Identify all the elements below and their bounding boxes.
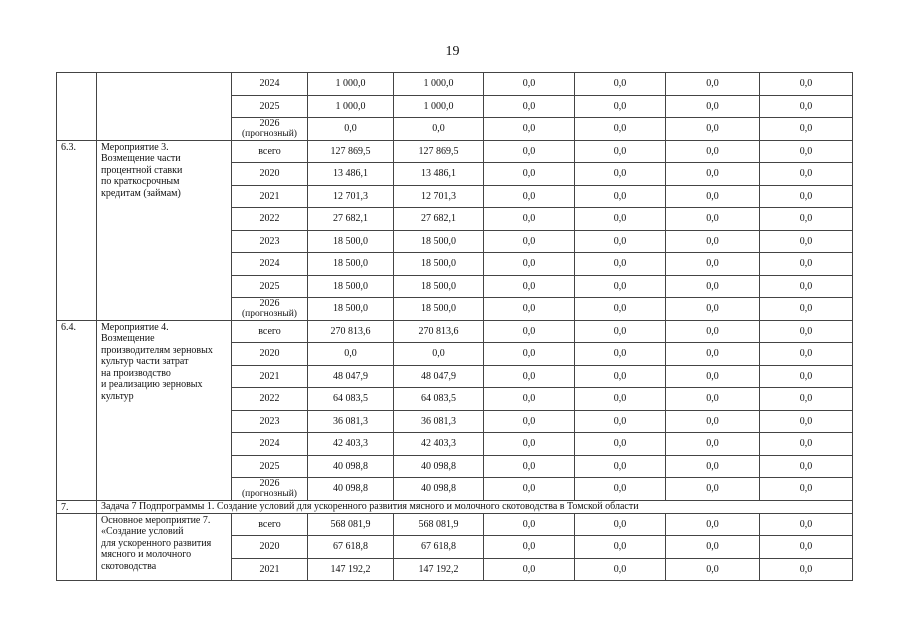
year-label: 2026 xyxy=(259,478,280,490)
activity-name-cell: Мероприятие 3. Возмещение части процентной ставки по краткосрочным кредитам (займам) xyxy=(97,140,232,320)
amount-cell: 0,0 xyxy=(575,343,666,366)
amount-cell: 0,0 xyxy=(666,455,760,478)
year-label: 2024 xyxy=(259,78,280,90)
year-cell xyxy=(232,455,308,478)
table-row xyxy=(57,140,853,163)
year-cell xyxy=(232,73,308,96)
amount-cell: 0,0 xyxy=(666,388,760,411)
amount-cell: 0,0 xyxy=(760,513,853,536)
amount-cell: 48 047,9 xyxy=(308,365,394,388)
amount-cell: 0,0 xyxy=(666,478,760,501)
activity-name-cell xyxy=(97,73,232,141)
amount-cell: 0,0 xyxy=(484,558,575,581)
amount-cell: 0,0 xyxy=(575,410,666,433)
row-number-cell: 6.3. xyxy=(57,140,97,320)
table-row xyxy=(57,513,853,536)
year-label: 2024 xyxy=(259,438,280,450)
amount-cell: 0,0 xyxy=(760,455,853,478)
amount-cell: 0,0 xyxy=(666,365,760,388)
amount-cell: 0,0 xyxy=(575,185,666,208)
amount-cell: 270 813,6 xyxy=(394,320,484,343)
year-label: 2020 xyxy=(259,348,280,360)
amount-cell: 0,0 xyxy=(760,343,853,366)
amount-cell: 40 098,8 xyxy=(394,478,484,501)
amount-cell: 36 081,3 xyxy=(394,410,484,433)
year-cell xyxy=(232,536,308,559)
amount-cell: 0,0 xyxy=(575,513,666,536)
year-cell xyxy=(232,388,308,411)
year-cell xyxy=(232,253,308,276)
amount-cell: 18 500,0 xyxy=(394,253,484,276)
amount-cell: 0,0 xyxy=(666,163,760,186)
year-cell xyxy=(232,230,308,253)
amount-cell: 18 500,0 xyxy=(308,298,394,321)
amount-cell: 67 618,8 xyxy=(308,536,394,559)
amount-cell: 0,0 xyxy=(666,433,760,456)
amount-cell: 0,0 xyxy=(484,208,575,231)
amount-cell: 18 500,0 xyxy=(308,275,394,298)
amount-cell: 0,0 xyxy=(575,253,666,276)
amount-cell: 64 083,5 xyxy=(308,388,394,411)
amount-cell: 0,0 xyxy=(760,478,853,501)
amount-cell: 12 701,3 xyxy=(394,185,484,208)
amount-cell: 0,0 xyxy=(575,320,666,343)
amount-cell: 0,0 xyxy=(575,388,666,411)
activity-name-cell: Мероприятие 4. Возмещение производителям зерновых культур части затрат на производство и реализацию зерновых культур xyxy=(97,320,232,500)
amount-cell: 0,0 xyxy=(760,558,853,581)
amount-cell: 0,0 xyxy=(575,163,666,186)
amount-cell: 0,0 xyxy=(760,433,853,456)
amount-cell: 0,0 xyxy=(575,95,666,118)
year-label: 2020 xyxy=(259,168,280,180)
amount-cell: 0,0 xyxy=(760,536,853,559)
amount-cell: 0,0 xyxy=(575,558,666,581)
amount-cell: 127 869,5 xyxy=(394,140,484,163)
amount-cell: 0,0 xyxy=(666,140,760,163)
year-label: 2021 xyxy=(259,370,280,382)
amount-cell: 270 813,6 xyxy=(308,320,394,343)
amount-cell: 0,0 xyxy=(666,320,760,343)
amount-cell: 0,0 xyxy=(484,410,575,433)
amount-cell: 0,0 xyxy=(760,388,853,411)
amount-cell: 0,0 xyxy=(484,478,575,501)
amount-cell: 0,0 xyxy=(760,230,853,253)
amount-cell: 1 000,0 xyxy=(308,73,394,96)
year-cell xyxy=(232,163,308,186)
amount-cell: 1 000,0 xyxy=(394,95,484,118)
amount-cell: 18 500,0 xyxy=(394,230,484,253)
amount-cell: 0,0 xyxy=(575,73,666,96)
amount-cell: 40 098,8 xyxy=(308,478,394,501)
amount-cell: 12 701,3 xyxy=(308,185,394,208)
amount-cell: 0,0 xyxy=(575,433,666,456)
amount-cell: 0,0 xyxy=(484,365,575,388)
amount-cell: 27 682,1 xyxy=(308,208,394,231)
table-row xyxy=(57,73,853,96)
amount-cell: 13 486,1 xyxy=(394,163,484,186)
year-label: 2021 xyxy=(259,563,280,575)
year-cell xyxy=(232,275,308,298)
amount-cell: 0,0 xyxy=(760,208,853,231)
year-cell xyxy=(232,558,308,581)
row-number-cell: 6.4. xyxy=(57,320,97,500)
amount-cell: 18 500,0 xyxy=(308,230,394,253)
amount-cell: 568 081,9 xyxy=(394,513,484,536)
year-label: 2022 xyxy=(259,393,280,405)
amount-cell: 18 500,0 xyxy=(394,298,484,321)
amount-cell: 0,0 xyxy=(760,298,853,321)
amount-cell: 27 682,1 xyxy=(394,208,484,231)
amount-cell: 0,0 xyxy=(575,298,666,321)
amount-cell: 127 869,5 xyxy=(308,140,394,163)
amount-cell: 0,0 xyxy=(394,343,484,366)
year-cell xyxy=(232,478,308,501)
amount-cell: 147 192,2 xyxy=(394,558,484,581)
amount-cell: 0,0 xyxy=(575,118,666,141)
amount-cell: 0,0 xyxy=(484,253,575,276)
amount-cell: 0,0 xyxy=(484,140,575,163)
amount-cell: 0,0 xyxy=(484,455,575,478)
amount-cell: 0,0 xyxy=(575,140,666,163)
year-label: всего xyxy=(258,325,281,337)
amount-cell: 0,0 xyxy=(666,230,760,253)
amount-cell: 42 403,3 xyxy=(308,433,394,456)
amount-cell: 0,0 xyxy=(575,365,666,388)
year-cell xyxy=(232,185,308,208)
amount-cell: 1 000,0 xyxy=(394,73,484,96)
amount-cell: 13 486,1 xyxy=(308,163,394,186)
amount-cell: 0,0 xyxy=(575,536,666,559)
year-label: всего xyxy=(258,145,281,157)
amount-cell: 0,0 xyxy=(484,118,575,141)
year-label: всего xyxy=(258,518,281,530)
year-cell xyxy=(232,433,308,456)
amount-cell: 42 403,3 xyxy=(394,433,484,456)
year-label: 2025 xyxy=(259,280,280,292)
amount-cell: 0,0 xyxy=(484,513,575,536)
amount-cell: 0,0 xyxy=(760,118,853,141)
row-number-cell xyxy=(57,513,97,581)
forecast-note: (прогнозный) xyxy=(242,309,297,320)
amount-cell: 0,0 xyxy=(575,478,666,501)
amount-cell: 67 618,8 xyxy=(394,536,484,559)
budget-table xyxy=(56,72,853,581)
amount-cell: 0,0 xyxy=(575,275,666,298)
amount-cell: 0,0 xyxy=(760,253,853,276)
amount-cell: 0,0 xyxy=(760,140,853,163)
year-label: 2023 xyxy=(259,235,280,247)
amount-cell: 36 081,3 xyxy=(308,410,394,433)
year-label: 2026 xyxy=(259,118,280,130)
year-label: 2025 xyxy=(259,460,280,472)
amount-cell: 0,0 xyxy=(484,388,575,411)
amount-cell: 48 047,9 xyxy=(394,365,484,388)
amount-cell: 1 000,0 xyxy=(308,95,394,118)
amount-cell: 0,0 xyxy=(760,320,853,343)
amount-cell: 64 083,5 xyxy=(394,388,484,411)
year-label: 2021 xyxy=(259,190,280,202)
forecast-note: (прогнозный) xyxy=(242,489,297,500)
amount-cell: 0,0 xyxy=(666,95,760,118)
year-cell xyxy=(232,118,308,141)
amount-cell: 0,0 xyxy=(666,558,760,581)
activity-name-cell: Основное мероприятие 7. «Создание условий для ускоренного развития мясного и молочного скотоводства xyxy=(97,513,232,581)
amount-cell: 0,0 xyxy=(760,275,853,298)
amount-cell: 0,0 xyxy=(666,185,760,208)
forecast-note: (прогнозный) xyxy=(242,129,297,140)
amount-cell: 0,0 xyxy=(484,343,575,366)
year-cell xyxy=(232,320,308,343)
amount-cell: 0,0 xyxy=(666,208,760,231)
amount-cell: 0,0 xyxy=(484,95,575,118)
amount-cell: 147 192,2 xyxy=(308,558,394,581)
amount-cell: 0,0 xyxy=(484,536,575,559)
amount-cell: 0,0 xyxy=(760,365,853,388)
amount-cell: 0,0 xyxy=(484,320,575,343)
year-label: 2023 xyxy=(259,415,280,427)
amount-cell: 0,0 xyxy=(484,298,575,321)
row-number-cell xyxy=(57,73,97,141)
year-label: 2024 xyxy=(259,258,280,270)
amount-cell: 0,0 xyxy=(760,163,853,186)
year-cell xyxy=(232,208,308,231)
amount-cell: 0,0 xyxy=(484,73,575,96)
amount-cell: 0,0 xyxy=(575,208,666,231)
task-row xyxy=(57,500,853,513)
amount-cell: 0,0 xyxy=(666,343,760,366)
row-number-cell: 7. xyxy=(57,500,97,513)
amount-cell: 0,0 xyxy=(760,73,853,96)
amount-cell: 0,0 xyxy=(760,185,853,208)
amount-cell: 18 500,0 xyxy=(394,275,484,298)
amount-cell: 568 081,9 xyxy=(308,513,394,536)
amount-cell: 0,0 xyxy=(760,410,853,433)
amount-cell: 0,0 xyxy=(484,230,575,253)
year-cell xyxy=(232,343,308,366)
amount-cell: 0,0 xyxy=(666,253,760,276)
amount-cell: 0,0 xyxy=(394,118,484,141)
amount-cell: 0,0 xyxy=(666,275,760,298)
year-cell xyxy=(232,95,308,118)
amount-cell: 0,0 xyxy=(308,118,394,141)
page-number: 19 xyxy=(445,44,460,59)
amount-cell: 0,0 xyxy=(575,230,666,253)
amount-cell: 0,0 xyxy=(308,343,394,366)
amount-cell: 0,0 xyxy=(666,410,760,433)
amount-cell: 0,0 xyxy=(666,513,760,536)
year-cell xyxy=(232,410,308,433)
amount-cell: 0,0 xyxy=(666,118,760,141)
year-label: 2020 xyxy=(259,541,280,553)
amount-cell: 0,0 xyxy=(575,455,666,478)
year-label: 2026 xyxy=(259,298,280,310)
amount-cell: 0,0 xyxy=(666,73,760,96)
year-label: 2022 xyxy=(259,213,280,225)
table-row xyxy=(57,320,853,343)
amount-cell: 18 500,0 xyxy=(308,253,394,276)
amount-cell: 0,0 xyxy=(666,298,760,321)
year-label: 2025 xyxy=(259,100,280,112)
amount-cell: 0,0 xyxy=(666,536,760,559)
year-cell xyxy=(232,140,308,163)
year-cell xyxy=(232,298,308,321)
amount-cell: 0,0 xyxy=(484,185,575,208)
amount-cell: 40 098,8 xyxy=(308,455,394,478)
year-cell xyxy=(232,513,308,536)
amount-cell: 0,0 xyxy=(484,163,575,186)
year-cell xyxy=(232,365,308,388)
amount-cell: 0,0 xyxy=(760,95,853,118)
amount-cell: 0,0 xyxy=(484,433,575,456)
amount-cell: 40 098,8 xyxy=(394,455,484,478)
task-title-cell: Задача 7 Подпрограммы 1. Создание условий для ускоренного развития мясного и молочного скотоводства в Томской области xyxy=(97,500,853,513)
amount-cell: 0,0 xyxy=(484,275,575,298)
